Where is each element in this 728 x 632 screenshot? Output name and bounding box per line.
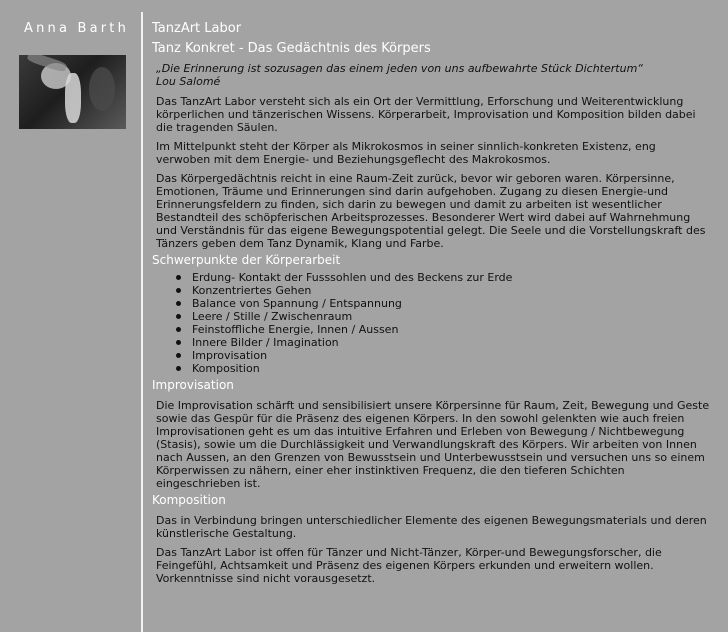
improvisation-block bbox=[152, 399, 712, 490]
site-name[interactable]: Anna Barth bbox=[24, 21, 130, 36]
list-item: Balance von Spannung / Entspannung bbox=[174, 297, 712, 310]
improvisation-heading: Improvisation bbox=[152, 378, 234, 392]
list-item: Innere Bilder / Imagination bbox=[174, 336, 712, 349]
vertical-divider bbox=[141, 12, 143, 632]
improvisation-paragraph: Die Improvisation schärft und sensibilisiert unsere Körpersinne für Raum, Zeit, Bewegung und Geste sowie das Gespür für die Präsenz des eigenen Körpers. In den sowohl gelenkten wie auch freien Improvisationen geht es um das intuitive Erfahren und Erleben von Bewegung / Nichtbewegung (Stasis), sowie um die Durchlässigkeit und Verwandlungskraft des Körpers. Wir arbeiten von Innen nach Aussen, an den Grenzen von Bewusstsein und Unterbewusstsein und versuchen uns so einem Körperwissen zu nähern, einer eher instinktiven Frequenz, die den tieferen Schichten eingeschrieben ist. bbox=[156, 399, 710, 490]
intro-paragraph: Das TanzArt Labor versteht sich als ein Ort der Vermittlung, Erforschung und Weiterentwicklung körperlichen und tänzerischen Wissens. Körperarbeit, Improvisation und Komposition bilden dabei die tragenden Säulen. bbox=[156, 95, 696, 134]
quote-author: Lou Salomé bbox=[156, 75, 221, 88]
list-item: Feinstoffliche Energie, Innen / Aussen bbox=[174, 323, 712, 336]
main-content bbox=[152, 19, 712, 585]
focus-heading: Schwerpunkte der Körperarbeit bbox=[152, 253, 341, 267]
page-subtitle: Tanz Konkret - Das Gedächtnis des Körpers bbox=[152, 41, 431, 56]
focus-list bbox=[152, 271, 712, 375]
komposition-paragraph: Das TanzArt Labor ist offen für Tänzer und Nicht-Tänzer, Körper-und Bewegungsforscher, die Feingefühl, Achtsamkeit und Präsenz des eigenen Körpers erkunden und erweitern wollen. Vorkenntnisse sind nicht vorausgesetzt. bbox=[156, 546, 662, 585]
list-item: Erdung- Kontakt der Fusssohlen und des Beckens zur Erde bbox=[174, 271, 712, 284]
list-item: Komposition bbox=[174, 362, 712, 375]
list-item: Improvisation bbox=[174, 349, 712, 362]
komposition-block bbox=[152, 514, 712, 585]
portrait-photo bbox=[19, 55, 126, 129]
sidebar bbox=[0, 0, 141, 632]
intro-block bbox=[152, 62, 712, 250]
page-title: TanzArt Labor bbox=[152, 21, 242, 36]
komposition-heading: Komposition bbox=[152, 493, 226, 507]
list-item: Leere / Stille / Zwischenraum bbox=[174, 310, 712, 323]
list-item: Konzentriertes Gehen bbox=[174, 284, 712, 297]
quote bbox=[156, 62, 712, 88]
quote-text: „Die Erinnerung ist sozusagen das einem jeden von uns aufbewahrte Stück Dichtertum“ bbox=[156, 62, 643, 75]
intro-paragraph: Das Körpergedächtnis reicht in eine Raum-Zeit zurück, bevor wir geboren waren. Körpersinne, Emotionen, Träume und Erinnerungen sind darin aufgehoben. Zugang zu diesen Energie-und Erinnerungsfeldern zu finden, sich darin zu bewegen und damit zu arbeiten ist wesentlicher Bestandteil des schöpferischen Arbeitsprozesses. Besonderer Wert wird dabei auf Wahrnehmung und Verständnis für das eigene Bewegungspotential gelegt. Die Seele und die Vorstellungskraft des Tänzers geben dem Tanz Dynamik, Klang und Farbe. bbox=[156, 172, 706, 250]
komposition-paragraph: Das in Verbindung bringen unterschiedlicher Elemente des eigenen Bewegungsmaterials und deren künstlerische Gestaltung. bbox=[156, 514, 707, 540]
intro-paragraph: Im Mittelpunkt steht der Körper als Mikrokosmos in seiner sinnlich-konkreten Existenz, eng verwoben mit dem Energie- und Beziehungsgeflecht des Makrokosmos. bbox=[156, 140, 656, 166]
